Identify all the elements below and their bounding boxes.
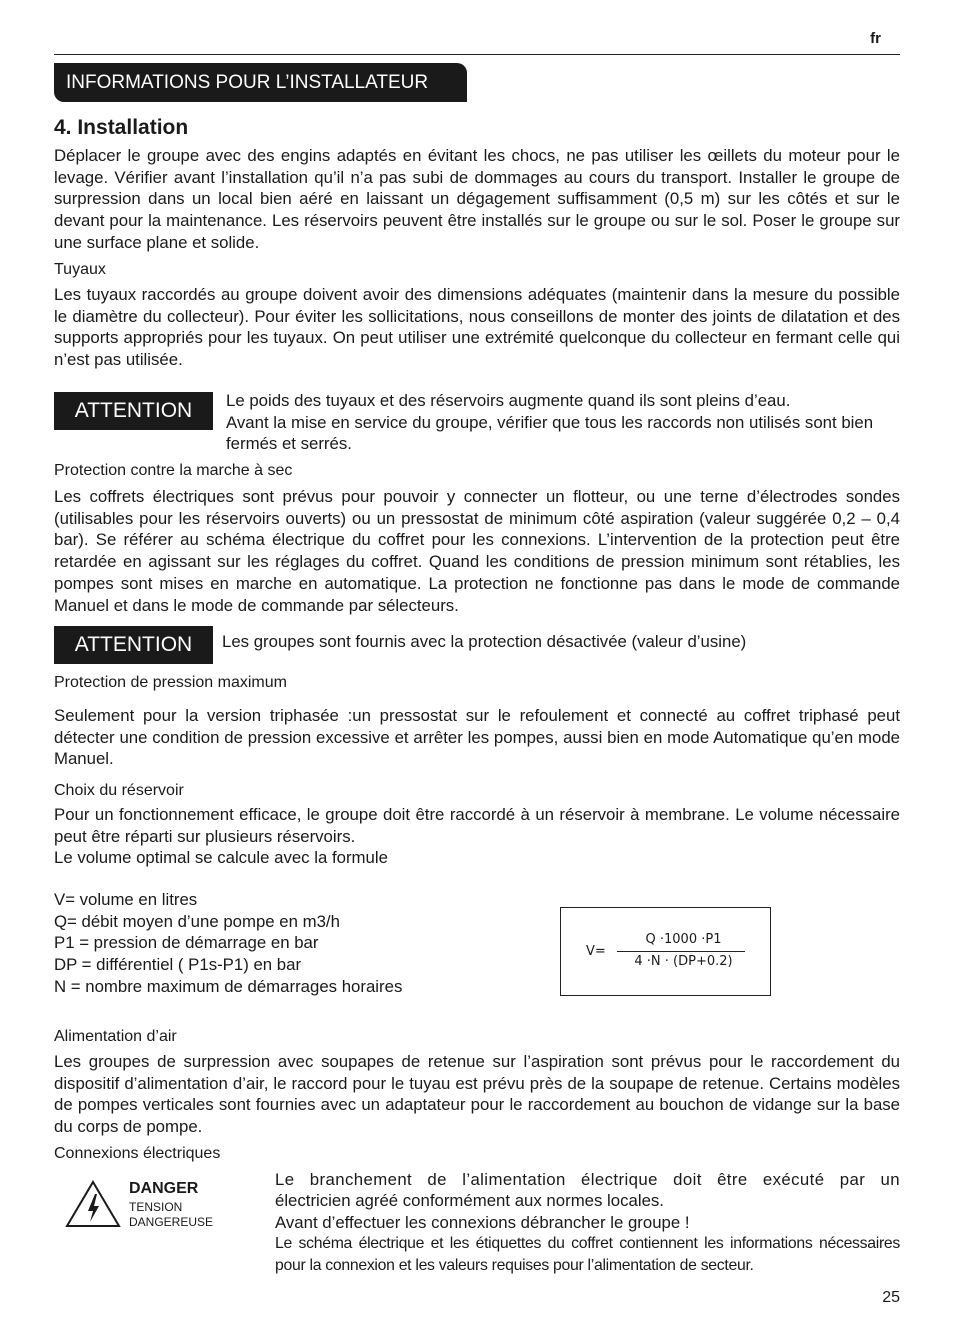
reservoir-heading: Choix du réservoir — [54, 782, 184, 799]
attention-label: ATTENTION — [54, 392, 213, 430]
protection-max-body — [54, 705, 900, 770]
electrical-heading: Connexions électriques — [54, 1145, 221, 1162]
danger-title: DANGER — [129, 1180, 199, 1197]
definition-item: V= volume en litres — [54, 890, 198, 909]
header-rule — [54, 54, 900, 55]
variable-definitions — [54, 889, 402, 998]
reservoir-body — [54, 804, 900, 869]
attention-label: ATTENTION — [54, 626, 213, 664]
electrical-line: Avant d’effectuer les connexions débrancher le groupe ! — [275, 1212, 690, 1232]
high-voltage-warning-icon — [64, 1179, 122, 1229]
definition-item: DP = différentiel ( P1s-P1) en bar — [54, 955, 302, 975]
electrical-line-1a: Le branchement de l’alimentation électrique doit être exécuté par un — [275, 1170, 900, 1189]
fraction-bar — [617, 951, 745, 952]
attention-line: Le poids des tuyaux et des réservoirs augmente quand ils sont pleins d’eau. — [226, 391, 791, 410]
tuyaux-heading: Tuyaux — [54, 261, 106, 278]
electrical-text — [275, 1190, 900, 1277]
page-number: 25 — [882, 1289, 900, 1306]
protection-max-heading: Protection de pression maximum — [54, 674, 287, 691]
tuyaux-body: Les tuyaux raccordés au groupe doivent avoir des dimensions adéquates (maintenir dans la mesure du possible le diamètre du collecteur). Pour éviter les sollicitations, nous conseillons de monter des joints de dilatation et des supports appropriés pour les tuyaux. On peut utiliser une extrémité quelconque du collecteur en fermant celle qui n’est pas utilisée. — [54, 285, 900, 370]
definition-item: Q= débit moyen d’une pompe en m3/h — [54, 911, 340, 931]
air-heading: Alimentation d’air — [54, 1028, 177, 1045]
installation-body: Déplacer le groupe avec des engins adaptés en évitant les chocs, ne pas utiliser les œillets du moteur pour le levage. Vérifier avant l’installation qu’il n’a pas subi de dommages au cours du transport. Installer le groupe de surpression dans un local bien aéré en laissant un dégagement suffisamment (0,5 m) sur les côtés et sur le devant pour la maintenance. Les réservoirs peuvent être installés sur le groupe ou sur le sol. Poser le groupe sur une surface plane et solide. — [54, 146, 900, 252]
attention-text-2: Les groupes sont fournis avec la protection désactivée (valeur d’usine) — [222, 632, 747, 651]
protection-max-lead: Seulement pour la version triphasée : — [54, 706, 353, 725]
danger-subtitle-line: TENSION — [129, 1200, 183, 1214]
protection-sec-heading: Protection contre la marche à sec — [54, 462, 293, 479]
danger-subtitle — [129, 1200, 213, 1230]
attention-text-1 — [226, 390, 900, 455]
electrical-line-1b: électricien agréé conformément aux normes locales. — [275, 1191, 664, 1210]
definition-item: P1 = pression de démarrage en bar — [54, 933, 319, 953]
language-tag: fr — [870, 30, 881, 47]
protection-max-text: un pressostat sur le refoulement et connecté au coffret triphasé peut détecter une condition de pression excessive et arrêter les pompes, aussi bien en mode Automatique qu’en mode Manuel. — [54, 706, 900, 769]
formula-numerator: Q ·1000 ·P1 — [645, 932, 722, 947]
formula-denominator: 4 ·N · (DP+0.2) — [634, 954, 733, 969]
section-banner: INFORMATIONS POUR L’INSTALLATEUR — [54, 63, 467, 102]
reservoir-paragraph: Le volume optimal se calcule avec la formule — [54, 848, 388, 868]
air-body: Les groupes de surpression avec soupapes de retenue sur l’aspiration sont prévus pour le raccordement du dispositif d’alimentation d’air, le raccord pour le tuyau est prévu près de la soupape de retenue. Certains modèles de pompes verticales sont fournies avec un adaptateur pour le raccordement au bouchon de vidange sur la base du corps de pompe. — [54, 1052, 900, 1137]
definition-item: N = nombre maximum de démarrages horaires — [54, 976, 403, 996]
installation-heading: 4. Installation — [54, 116, 189, 139]
danger-subtitle-line: DANGEREUSE — [129, 1215, 214, 1229]
attention-line: Avant la mise en service du groupe, vérifier que tous les raccords non utilisés sont bien fermés et serrés. — [226, 412, 874, 454]
reservoir-paragraph: Pour un fonctionnement efficace, le groupe doit être raccordé à un réservoir à membrane. Le volume nécessaire peut être réparti sur plusieurs réservoirs. — [54, 805, 900, 846]
protection-sec-body: Les coffrets électriques sont prévus pour pouvoir y connecter un flotteur, ou une terne d’électrodes sondes (utilisables pour les réservoirs ouverts) ou un pressostat de minimum côté aspiration (valeur suggérée 0,2 – 0,4 bar). Se référer au schéma électrique du coffret pour les connexions. L’intervention de la protection peut être retardée en agissant sur les réglages du coffret. Quand les conditions de pression minimum sont rétablies, les pompes sont mises en marche en automatique. La protection ne fonctionne pas dans le mode de commande Manuel et dans le mode de commande par sélecteurs. — [54, 487, 900, 615]
electrical-line: Le schéma électrique et les étiquettes du coffret contiennent les informations nécessaires pour la connexion et les valeurs requises pour l’alimentation de secteur. — [275, 1235, 900, 1275]
formula-lhs: V= — [586, 944, 606, 959]
formula-box — [560, 907, 771, 996]
